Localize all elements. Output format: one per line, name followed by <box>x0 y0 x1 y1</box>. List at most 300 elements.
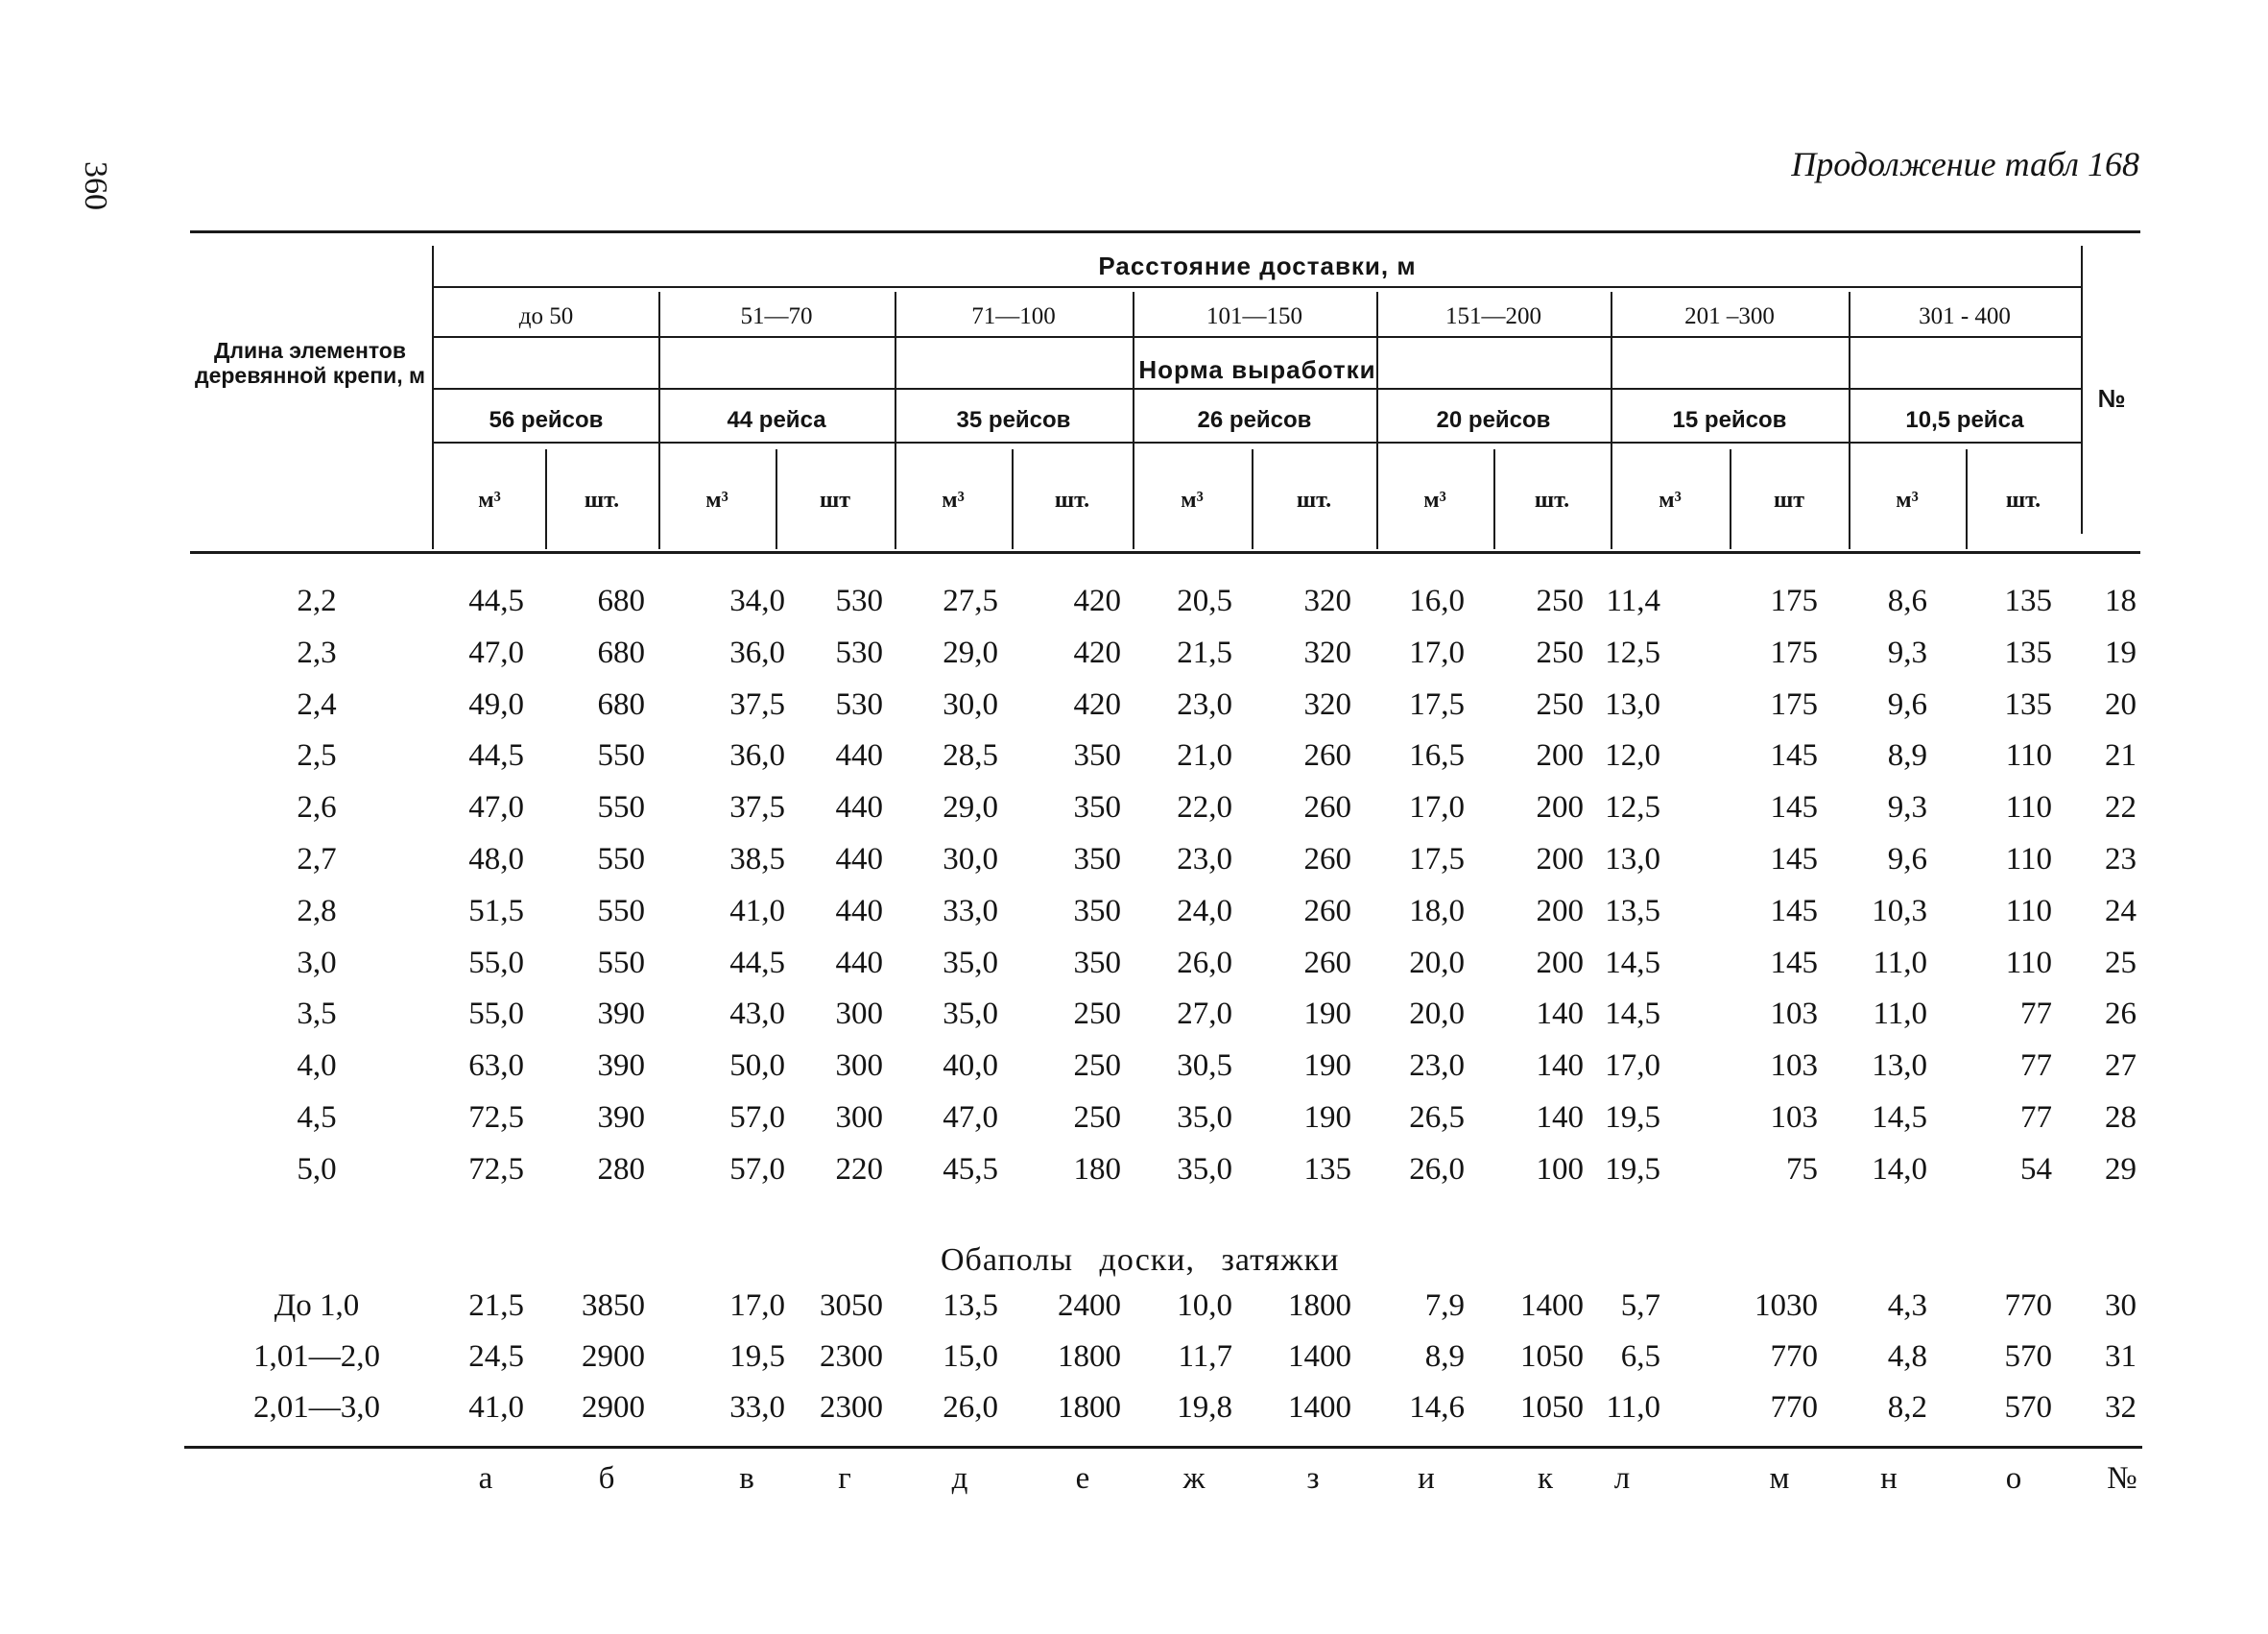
value-cell: 350 <box>1073 893 1121 928</box>
row-number-cell: 22 <box>2105 790 2137 826</box>
value-cell: 145 <box>1770 945 1818 980</box>
value-cell: 11,0 <box>1873 997 1927 1032</box>
value-cell: 103 <box>1770 997 1818 1032</box>
table-row <box>0 584 2268 632</box>
value-cell: 280 <box>597 1151 645 1187</box>
value-cell: 10,3 <box>1872 893 1927 928</box>
value-cell: 48,0 <box>468 842 524 877</box>
length-cell: 2,4 <box>297 686 337 722</box>
value-cell: 20,0 <box>1409 997 1465 1032</box>
value-cell: 14,6 <box>1409 1390 1465 1425</box>
length-cell: 3,5 <box>297 997 337 1032</box>
norm-header: Норма выработки <box>1138 355 1376 384</box>
length-column-header: Длина элементов деревянной крепи, м <box>194 338 426 388</box>
page-number: 360 <box>78 161 113 210</box>
value-cell: 550 <box>597 790 645 826</box>
value-cell: 250 <box>1536 686 1584 722</box>
value-cell: 250 <box>1073 1100 1121 1135</box>
value-cell: 250 <box>1536 635 1584 670</box>
value-cell: 12,5 <box>1605 790 1660 826</box>
value-cell: 75 <box>1786 1151 1818 1187</box>
value-cell: 16,0 <box>1409 584 1465 618</box>
column-letter: л <box>1613 1461 1631 1496</box>
value-cell: 140 <box>1536 997 1584 1032</box>
value-cell: 570 <box>2004 1339 2052 1374</box>
value-cell: 2400 <box>1058 1288 1121 1323</box>
group-divider <box>658 292 660 549</box>
value-cell: 17,5 <box>1409 842 1465 877</box>
value-cell: 145 <box>1770 893 1818 928</box>
value-cell: 24,5 <box>468 1339 524 1374</box>
value-cell: 23,0 <box>1409 1048 1465 1084</box>
table-row <box>0 842 2268 890</box>
value-cell: 260 <box>1303 790 1351 826</box>
value-cell: 26,0 <box>1177 945 1232 980</box>
value-cell: 45,5 <box>943 1151 998 1187</box>
value-cell: 770 <box>1770 1390 1818 1425</box>
value-cell: 440 <box>835 738 883 774</box>
length-cell: 4,0 <box>297 1048 337 1084</box>
value-cell: 77 <box>2020 1100 2052 1135</box>
value-cell: 55,0 <box>468 997 524 1032</box>
length-cell: 4,5 <box>297 1100 337 1135</box>
value-cell: 20,5 <box>1177 584 1232 618</box>
range-underline <box>434 336 2081 338</box>
value-cell: 440 <box>835 945 883 980</box>
unit-divider <box>1966 449 1968 549</box>
value-cell: 11,0 <box>1606 1390 1660 1425</box>
row-number-cell: 20 <box>2105 686 2137 722</box>
value-cell: 2900 <box>582 1339 645 1374</box>
group-divider <box>1849 292 1850 549</box>
value-cell: 110 <box>2005 893 2052 928</box>
value-cell: 20,0 <box>1409 945 1465 980</box>
distance-header: Расстояние доставки, м <box>1098 252 1417 280</box>
group-divider <box>1133 292 1134 549</box>
value-cell: 35,0 <box>1177 1100 1232 1135</box>
value-cell: 77 <box>2020 1048 2052 1084</box>
value-cell: 140 <box>1536 1048 1584 1084</box>
value-cell: 17,0 <box>1605 1048 1660 1084</box>
value-cell: 19,5 <box>1605 1100 1660 1135</box>
unit-header: шт. <box>1534 488 1570 513</box>
column-letter: ж <box>1182 1461 1206 1496</box>
value-cell: 19,5 <box>729 1339 785 1374</box>
value-cell: 11,4 <box>1606 584 1660 618</box>
value-cell: 55,0 <box>468 945 524 980</box>
value-cell: 13,0 <box>1605 686 1660 722</box>
column-letter: г <box>838 1461 851 1496</box>
value-cell: 13,0 <box>1872 1048 1927 1084</box>
value-cell: 2300 <box>820 1339 883 1374</box>
number-column-header: № <box>2097 384 2126 413</box>
value-cell: 27,5 <box>943 584 998 618</box>
table-row <box>0 687 2268 735</box>
value-cell: 135 <box>2004 584 2052 618</box>
value-cell: 36,0 <box>729 635 785 670</box>
value-cell: 57,0 <box>729 1151 785 1187</box>
unit-divider <box>1252 449 1253 549</box>
value-cell: 37,5 <box>729 686 785 722</box>
value-cell: 320 <box>1303 584 1351 618</box>
value-cell: 30,0 <box>943 842 998 877</box>
value-cell: 190 <box>1303 1048 1351 1084</box>
value-cell: 34,0 <box>729 584 785 618</box>
value-cell: 29,0 <box>943 635 998 670</box>
trip-header: 15 рейсов <box>1672 407 1787 433</box>
value-cell: 390 <box>597 1100 645 1135</box>
value-cell: 6,5 <box>1620 1339 1660 1374</box>
length-cell: 2,5 <box>297 738 337 774</box>
value-cell: 26,0 <box>1409 1151 1465 1187</box>
unit-header: м³ <box>1896 488 1919 513</box>
value-cell: 1030 <box>1755 1288 1818 1323</box>
length-cell: 2,7 <box>297 842 337 877</box>
value-cell: 570 <box>2004 1390 2052 1425</box>
table-row <box>0 790 2268 838</box>
value-cell: 1400 <box>1520 1288 1584 1323</box>
distance-underline <box>434 286 2081 288</box>
value-cell: 550 <box>597 842 645 877</box>
value-cell: 9,6 <box>1887 842 1927 877</box>
value-cell: 8,2 <box>1887 1390 1927 1425</box>
table-row <box>0 1100 2268 1148</box>
value-cell: 8,6 <box>1887 584 1927 618</box>
table-row <box>0 997 2268 1045</box>
value-cell: 103 <box>1770 1100 1818 1135</box>
value-cell: 3050 <box>820 1288 883 1323</box>
value-cell: 190 <box>1303 1100 1351 1135</box>
value-cell: 300 <box>835 997 883 1032</box>
value-cell: 17,0 <box>729 1288 785 1323</box>
value-cell: 260 <box>1303 842 1351 877</box>
value-cell: 24,0 <box>1177 893 1232 928</box>
value-cell: 9,6 <box>1887 686 1927 722</box>
value-cell: 9,3 <box>1887 635 1927 670</box>
column-letter: е <box>1075 1461 1090 1496</box>
value-cell: 350 <box>1073 945 1121 980</box>
value-cell: 47,0 <box>943 1100 998 1135</box>
value-cell: 26,0 <box>943 1390 998 1425</box>
value-cell: 550 <box>597 893 645 928</box>
row-number-cell: 31 <box>2105 1339 2137 1374</box>
value-cell: 26,5 <box>1409 1100 1465 1135</box>
value-cell: 33,0 <box>943 893 998 928</box>
value-cell: 2300 <box>820 1390 883 1425</box>
value-cell: 770 <box>1770 1339 1818 1374</box>
length-cell: 2,3 <box>297 635 337 670</box>
range-header: 151—200 <box>1445 303 1541 329</box>
value-cell: 390 <box>597 1048 645 1084</box>
value-cell: 21,0 <box>1177 738 1232 774</box>
value-cell: 11,7 <box>1178 1339 1232 1374</box>
row-number-cell: 18 <box>2105 584 2137 618</box>
value-cell: 4,8 <box>1887 1339 1927 1374</box>
value-cell: 135 <box>2004 635 2052 670</box>
value-cell: 30,0 <box>943 686 998 722</box>
value-cell: 250 <box>1073 1048 1121 1084</box>
range-header: 301 - 400 <box>1919 303 2011 329</box>
value-cell: 35,0 <box>943 997 998 1032</box>
table-row <box>0 1152 2268 1200</box>
trip-header: 10,5 рейса <box>1905 407 2024 433</box>
value-cell: 10,0 <box>1177 1288 1232 1323</box>
value-cell: 77 <box>2020 997 2052 1032</box>
value-cell: 54 <box>2020 1151 2052 1187</box>
value-cell: 44,5 <box>468 584 524 618</box>
value-cell: 200 <box>1536 842 1584 877</box>
value-cell: 15,0 <box>943 1339 998 1374</box>
value-cell: 36,0 <box>729 738 785 774</box>
unit-divider <box>1012 449 1014 549</box>
value-cell: 680 <box>597 584 645 618</box>
column-letter: и <box>1418 1461 1435 1496</box>
value-cell: 110 <box>2005 790 2052 826</box>
value-cell: 35,0 <box>943 945 998 980</box>
value-cell: 8,9 <box>1887 738 1927 774</box>
value-cell: 37,5 <box>729 790 785 826</box>
value-cell: 140 <box>1536 1100 1584 1135</box>
value-cell: 23,0 <box>1177 842 1232 877</box>
value-cell: 28,5 <box>943 738 998 774</box>
value-cell: 13,5 <box>943 1288 998 1323</box>
table-row <box>0 1390 2268 1438</box>
column-letter: к <box>1537 1461 1554 1496</box>
value-cell: 175 <box>1770 686 1818 722</box>
norm-underline <box>434 388 2081 390</box>
value-cell: 3850 <box>582 1288 645 1323</box>
value-cell: 27,0 <box>1177 997 1232 1032</box>
range-header: до 50 <box>518 303 574 329</box>
value-cell: 350 <box>1073 790 1121 826</box>
value-cell: 320 <box>1303 635 1351 670</box>
row-number-cell: 32 <box>2105 1390 2137 1425</box>
length-cell: 3,0 <box>297 945 337 980</box>
value-cell: 300 <box>835 1100 883 1135</box>
value-cell: 1800 <box>1058 1390 1121 1425</box>
value-cell: 19,5 <box>1605 1151 1660 1187</box>
column-letter: о <box>2005 1461 2022 1496</box>
value-cell: 43,0 <box>729 997 785 1032</box>
value-cell: 22,0 <box>1177 790 1232 826</box>
value-cell: 190 <box>1303 997 1351 1032</box>
value-cell: 200 <box>1536 790 1584 826</box>
value-cell: 8,9 <box>1424 1339 1465 1374</box>
range-header: 101—150 <box>1206 303 1302 329</box>
value-cell: 13,5 <box>1605 893 1660 928</box>
unit-header: м³ <box>705 488 728 513</box>
section-title: Обаполы доски, затяжки <box>941 1242 1340 1278</box>
trip-header: 20 рейсов <box>1436 407 1551 433</box>
value-cell: 420 <box>1073 635 1121 670</box>
header-vline-right <box>2081 246 2083 534</box>
table-row <box>0 738 2268 786</box>
value-cell: 145 <box>1770 790 1818 826</box>
unit-header: шт. <box>584 488 620 513</box>
group-divider <box>895 292 896 549</box>
row-number-cell: 23 <box>2105 842 2137 877</box>
value-cell: 350 <box>1073 738 1121 774</box>
value-cell: 135 <box>2004 686 2052 722</box>
value-cell: 250 <box>1536 584 1584 618</box>
value-cell: 12,5 <box>1605 635 1660 670</box>
length-cell: До 1,0 <box>274 1288 360 1323</box>
value-cell: 63,0 <box>468 1048 524 1084</box>
value-cell: 72,5 <box>468 1151 524 1187</box>
value-cell: 200 <box>1536 738 1584 774</box>
unit-divider <box>776 449 777 549</box>
value-cell: 40,0 <box>943 1048 998 1084</box>
value-cell: 47,0 <box>468 635 524 670</box>
column-letter: б <box>598 1461 615 1496</box>
unit-header: м³ <box>478 488 501 513</box>
column-letter: в <box>739 1461 754 1496</box>
value-cell: 18,0 <box>1409 893 1465 928</box>
value-cell: 440 <box>835 790 883 826</box>
value-cell: 350 <box>1073 842 1121 877</box>
table-row <box>0 894 2268 942</box>
value-cell: 50,0 <box>729 1048 785 1084</box>
value-cell: 14,5 <box>1872 1100 1927 1135</box>
value-cell: 530 <box>835 584 883 618</box>
length-cell: 5,0 <box>297 1151 337 1187</box>
value-cell: 260 <box>1303 738 1351 774</box>
value-cell: 29,0 <box>943 790 998 826</box>
value-cell: 420 <box>1073 686 1121 722</box>
value-cell: 200 <box>1536 893 1584 928</box>
value-cell: 1050 <box>1520 1390 1584 1425</box>
value-cell: 110 <box>2005 738 2052 774</box>
range-header: 71—100 <box>971 303 1056 329</box>
value-cell: 41,0 <box>468 1390 524 1425</box>
value-cell: 145 <box>1770 842 1818 877</box>
value-cell: 530 <box>835 686 883 722</box>
value-cell: 260 <box>1303 945 1351 980</box>
table-row <box>0 1048 2268 1096</box>
value-cell: 770 <box>2004 1288 2052 1323</box>
value-cell: 16,5 <box>1409 738 1465 774</box>
value-cell: 420 <box>1073 584 1121 618</box>
value-cell: 550 <box>597 945 645 980</box>
value-cell: 180 <box>1073 1151 1121 1187</box>
value-cell: 11,0 <box>1873 945 1927 980</box>
unit-header: м³ <box>942 488 965 513</box>
value-cell: 680 <box>597 635 645 670</box>
row-number-cell: 30 <box>2105 1288 2137 1323</box>
unit-header: м³ <box>1423 488 1446 513</box>
row-number-cell: 21 <box>2105 738 2137 774</box>
row-number-cell: 27 <box>2105 1048 2137 1084</box>
value-cell: 47,0 <box>468 790 524 826</box>
value-cell: 145 <box>1770 738 1818 774</box>
head-rule <box>190 551 2140 554</box>
value-cell: 17,5 <box>1409 686 1465 722</box>
value-cell: 1800 <box>1288 1288 1351 1323</box>
length-cell: 2,6 <box>297 790 337 826</box>
value-cell: 110 <box>2005 842 2052 877</box>
unit-header: шт. <box>1296 488 1332 513</box>
value-cell: 440 <box>835 842 883 877</box>
value-cell: 17,0 <box>1409 635 1465 670</box>
row-number-cell: 24 <box>2105 893 2137 928</box>
value-cell: 38,5 <box>729 842 785 877</box>
table-row <box>0 946 2268 994</box>
value-cell: 7,9 <box>1424 1288 1465 1323</box>
value-cell: 21,5 <box>468 1288 524 1323</box>
column-letter-no: № <box>2107 1461 2137 1496</box>
column-letter: н <box>1880 1461 1898 1496</box>
length-cell: 2,8 <box>297 893 337 928</box>
value-cell: 57,0 <box>729 1100 785 1135</box>
value-cell: 175 <box>1770 584 1818 618</box>
value-cell: 49,0 <box>468 686 524 722</box>
value-cell: 440 <box>835 893 883 928</box>
group-divider <box>1376 292 1378 549</box>
value-cell: 103 <box>1770 1048 1818 1084</box>
unit-header: шт <box>1773 488 1805 513</box>
value-cell: 135 <box>1303 1151 1351 1187</box>
value-cell: 100 <box>1536 1151 1584 1187</box>
table-row <box>0 636 2268 684</box>
value-cell: 4,3 <box>1887 1288 1927 1323</box>
value-cell: 13,0 <box>1605 842 1660 877</box>
value-cell: 1800 <box>1058 1339 1121 1374</box>
value-cell: 550 <box>597 738 645 774</box>
value-cell: 1400 <box>1288 1339 1351 1374</box>
row-number-cell: 19 <box>2105 635 2137 670</box>
value-cell: 21,5 <box>1177 635 1232 670</box>
value-cell: 250 <box>1073 997 1121 1032</box>
length-cell: 2,2 <box>297 584 337 618</box>
value-cell: 19,8 <box>1177 1390 1232 1425</box>
bottom-rule <box>184 1446 2142 1449</box>
value-cell: 1050 <box>1520 1339 1584 1374</box>
value-cell: 530 <box>835 635 883 670</box>
range-header: 201 –300 <box>1684 303 1775 329</box>
unit-header: шт <box>819 488 851 513</box>
value-cell: 14,0 <box>1872 1151 1927 1187</box>
unit-header: шт. <box>2005 488 2041 513</box>
row-number-cell: 26 <box>2105 997 2137 1032</box>
value-cell: 14,5 <box>1605 945 1660 980</box>
column-letter: д <box>951 1461 968 1496</box>
value-cell: 17,0 <box>1409 790 1465 826</box>
value-cell: 33,0 <box>729 1390 785 1425</box>
value-cell: 320 <box>1303 686 1351 722</box>
value-cell: 72,5 <box>468 1100 524 1135</box>
value-cell: 35,0 <box>1177 1151 1232 1187</box>
value-cell: 1400 <box>1288 1390 1351 1425</box>
row-number-cell: 25 <box>2105 945 2137 980</box>
value-cell: 41,0 <box>729 893 785 928</box>
value-cell: 23,0 <box>1177 686 1232 722</box>
row-number-cell: 29 <box>2105 1151 2137 1187</box>
unit-divider <box>1730 449 1731 549</box>
table-row <box>0 1339 2268 1387</box>
column-letter: м <box>1769 1461 1790 1496</box>
trips-underline <box>434 442 2081 444</box>
unit-header: м³ <box>1659 488 1682 513</box>
value-cell: 9,3 <box>1887 790 1927 826</box>
length-cell: 2,01—3,0 <box>253 1390 380 1425</box>
value-cell: 200 <box>1536 945 1584 980</box>
length-cell: 1,01—2,0 <box>253 1339 380 1374</box>
trip-header: 26 рейсов <box>1197 407 1312 433</box>
row-number-cell: 28 <box>2105 1100 2137 1135</box>
value-cell: 175 <box>1770 635 1818 670</box>
value-cell: 260 <box>1303 893 1351 928</box>
value-cell: 680 <box>597 686 645 722</box>
